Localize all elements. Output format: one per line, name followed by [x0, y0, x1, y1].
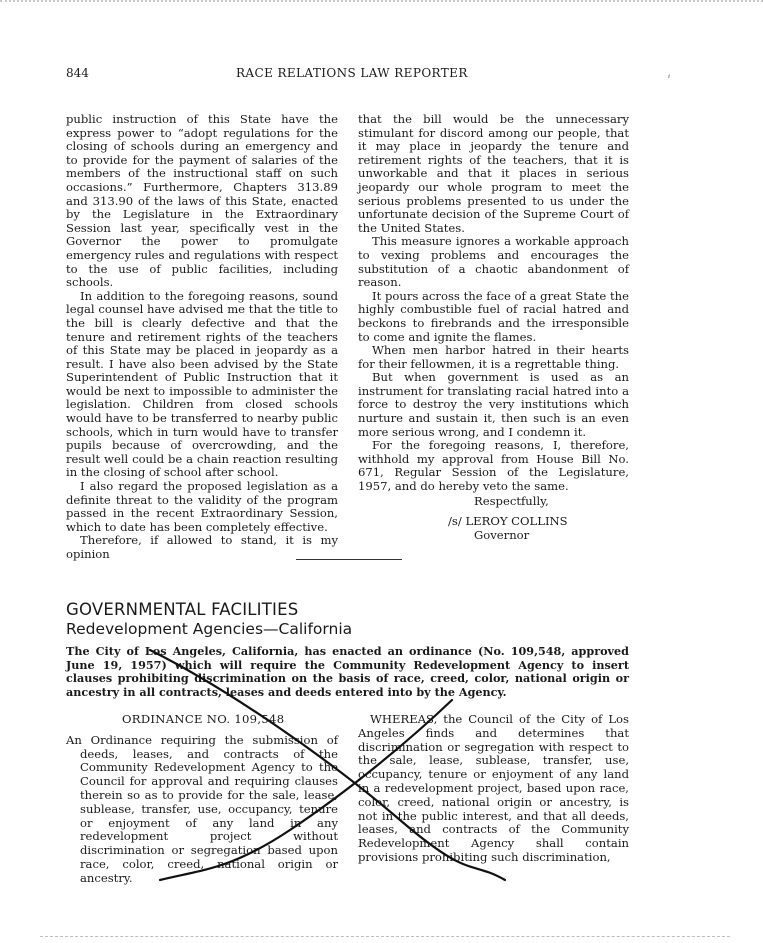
right-paragraph: When men harbor hatred in their hearts for their fellowmen, it is a regrettable thing. [358, 343, 629, 371]
signature-name: /s/ LEROY COLLINS [448, 513, 568, 528]
bottom-dashed-border [40, 936, 730, 937]
right-paragraph: But when government is used as an instrument for translating racial hatred into a force to destroy the very institutions which nurture and sustain it, then such is an even more serious wrong, and I condemn it. [358, 370, 629, 439]
right-paragraph: This measure ignores a workable approach to vexing problems and encourages the substitution of a chaotic abandonment of reason. [358, 234, 629, 290]
left-column [66, 113, 338, 562]
right-paragraph: that the bill would be the unnecessary stimulant for discord among our people, that it may place in jeopardy the tenure and retirement rights of the teachers, that it is unworkable and that it places in serious jeopardy our whole program to meet the serious problems presented to us under the unfortunate decision of the Supreme Court of the United States. [358, 112, 629, 235]
signature-closing: Respectfully, [474, 493, 549, 508]
page-number: 844 [66, 66, 89, 80]
margin-mark: ᵢ [668, 70, 671, 81]
ordinance-right-column [358, 713, 629, 865]
ordinance-title: ORDINANCE NO. 109,548 [122, 712, 285, 726]
section-divider [296, 559, 402, 560]
left-paragraph: In addition to the foregoing reasons, sound legal counsel have advised me that the title to the bill is clearly defective and that the tenure and retirement rights of the teachers of this State may be placed in jeopardy as a result. I have also been advised by the State Superintendent of Public Instruction that it would be next to impossible to administer the legislation. Children from closed schools would have to be transferred to nearby public schools, which in turn would have to transfer pupils because of overcrowding, and the result well could be a chain reaction resulting in the closing of school after school. [66, 288, 338, 480]
signature-block [358, 494, 629, 542]
left-paragraph: public instruction of this State have the express power to “adopt regulations for the closing of schools during an emergency and to provide for the payment of salaries of the members of the instructional staff on such occasions.” Furthermore, Chapters 313.89 and 313.90 of the laws of this State, enacted by the Legislature in the Extraordinary Session last year, specifically vest in the Governor the power to promulgate emergency rules and regulations with respect to the use of public facilities, including schools. [66, 112, 338, 290]
section-heading: GOVERNMENTAL FACILITIES [66, 600, 299, 619]
left-paragraph: Therefore, if allowed to stand, it is my opinion [66, 533, 338, 561]
ordinance-whereas: WHEREAS, the Council of the City of Los Angeles finds and determines that discrimination or segregation with respect to the sale, lease, sublease, transfer, use, occupancy, tenure or enjoyment of any land in a redevelopment project, based upon race, color, creed, national origin or ancestry, is not in the public interest, and that all deeds, leases, and contracts of the Community Redevelopment Agency shall contain provisions prohibiting such discrimination, [358, 712, 629, 864]
signature-title: Governor [474, 527, 530, 542]
top-dotted-border [0, 0, 763, 5]
section-subheading: Redevelopment Agencies—California [66, 620, 353, 638]
running-head: RACE RELATIONS LAW REPORTER [236, 66, 468, 80]
right-paragraph: For the foregoing reasons, I, therefore, withhold my approval from House Bill No. 671, Regular Session of the Legislature, 1957, and do hereby veto the same. [358, 438, 629, 494]
ordinance-left-column [66, 713, 338, 886]
left-paragraph: I also regard the proposed legislation as a definite threat to the validity of the program passed in the recent Extraordinary Session, which to date has been completely effective. [66, 479, 338, 534]
ordinance-preamble: An Ordinance requiring the submission of deeds, leases, and contracts of the Community Redevelopment Agency to the Council for approval and requiring clauses therein so as to provide for the sale, lease, sublease, transfer, use, occupancy, tenure or enjoyment of any land in any redevelopment project without discrimination or segregation based upon race, color, creed, national origin or ancestry. [66, 732, 338, 885]
case-summary: The City of Los Angeles, California, has enacted an ordinance (No. 109,548, approved June 19, 1957) which will require the Community Redevelopment Agency to insert clauses prohibiting discrimination on the basis of race, creed, color, national origin or ancestry in all contracts, leases and deeds entered into by the Agency. [66, 644, 629, 699]
right-paragraph: It pours across the face of a great State the highly combustible fuel of racial hatred and beckons to firebrands and the irresponsible to come and ignite the flames. [358, 288, 629, 344]
right-column [358, 113, 629, 542]
